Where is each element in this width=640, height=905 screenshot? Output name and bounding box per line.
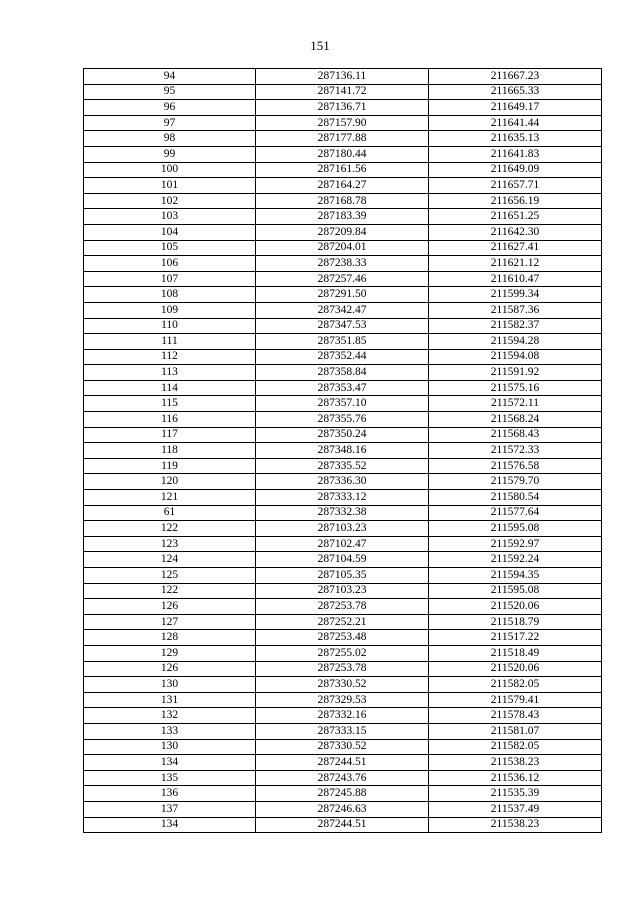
- table-row: [84, 801, 602, 817]
- point-number-cell: 102: [84, 193, 256, 209]
- coordinates-table-body: [84, 69, 602, 833]
- point-number-cell: 109: [84, 302, 256, 318]
- point-number-cell: 129: [84, 645, 256, 661]
- y-coordinate-cell: 211576.58: [429, 458, 602, 474]
- table-row: [84, 645, 602, 661]
- point-number-cell: 123: [84, 536, 256, 552]
- y-coordinate-cell: 211649.17: [429, 100, 602, 116]
- y-coordinate-cell: 211587.36: [429, 302, 602, 318]
- point-number-cell: 97: [84, 115, 256, 131]
- point-number-cell: 112: [84, 349, 256, 365]
- point-number-cell: 107: [84, 271, 256, 287]
- x-coordinate-cell: 287245.88: [256, 786, 429, 802]
- table-row: [84, 100, 602, 116]
- x-coordinate-cell: 287351.85: [256, 334, 429, 350]
- x-coordinate-cell: 287350.24: [256, 427, 429, 443]
- y-coordinate-cell: 211595.08: [429, 583, 602, 599]
- table-row: [84, 723, 602, 739]
- table-row: [84, 334, 602, 350]
- table-row: [84, 162, 602, 178]
- y-coordinate-cell: 211651.25: [429, 209, 602, 225]
- y-coordinate-cell: 211594.28: [429, 334, 602, 350]
- x-coordinate-cell: 287253.78: [256, 661, 429, 677]
- table-row: [84, 677, 602, 693]
- x-coordinate-cell: 287183.39: [256, 209, 429, 225]
- x-coordinate-cell: 287209.84: [256, 224, 429, 240]
- y-coordinate-cell: 211579.70: [429, 474, 602, 490]
- y-coordinate-cell: 211657.71: [429, 178, 602, 194]
- table-row: [84, 131, 602, 147]
- table-row: [84, 552, 602, 568]
- y-coordinate-cell: 211520.06: [429, 661, 602, 677]
- point-number-cell: 105: [84, 240, 256, 256]
- x-coordinate-cell: 287333.12: [256, 490, 429, 506]
- x-coordinate-cell: 287161.56: [256, 162, 429, 178]
- point-number-cell: 99: [84, 146, 256, 162]
- x-coordinate-cell: 287238.33: [256, 256, 429, 272]
- x-coordinate-cell: 287353.47: [256, 380, 429, 396]
- point-number-cell: 106: [84, 256, 256, 272]
- x-coordinate-cell: 287136.71: [256, 100, 429, 116]
- point-number-cell: 95: [84, 84, 256, 100]
- y-coordinate-cell: 211581.07: [429, 723, 602, 739]
- x-coordinate-cell: 287329.53: [256, 692, 429, 708]
- table-row: [84, 380, 602, 396]
- table-row: [84, 568, 602, 584]
- coordinates-table: [83, 68, 602, 833]
- x-coordinate-cell: 287330.52: [256, 677, 429, 693]
- page-number: 151: [310, 38, 330, 53]
- table-row: [84, 240, 602, 256]
- x-coordinate-cell: 287157.90: [256, 115, 429, 131]
- table-row: [84, 224, 602, 240]
- x-coordinate-cell: 287357.10: [256, 396, 429, 412]
- y-coordinate-cell: 211535.39: [429, 786, 602, 802]
- table-row: [84, 692, 602, 708]
- point-number-cell: 134: [84, 817, 256, 833]
- point-number-cell: 117: [84, 427, 256, 443]
- point-number-cell: 118: [84, 443, 256, 459]
- x-coordinate-cell: 287332.38: [256, 505, 429, 521]
- point-number-cell: 115: [84, 396, 256, 412]
- table-row: [84, 786, 602, 802]
- y-coordinate-cell: 211641.44: [429, 115, 602, 131]
- table-row: [84, 287, 602, 303]
- x-coordinate-cell: 287103.23: [256, 583, 429, 599]
- table-row: [84, 146, 602, 162]
- x-coordinate-cell: 287347.53: [256, 318, 429, 334]
- point-number-cell: 94: [84, 69, 256, 85]
- y-coordinate-cell: 211649.09: [429, 162, 602, 178]
- table-row: [84, 193, 602, 209]
- point-number-cell: 122: [84, 521, 256, 537]
- y-coordinate-cell: 211635.13: [429, 131, 602, 147]
- table-row: [84, 178, 602, 194]
- x-coordinate-cell: 287103.23: [256, 521, 429, 537]
- point-number-cell: 104: [84, 224, 256, 240]
- y-coordinate-cell: 211582.05: [429, 739, 602, 755]
- y-coordinate-cell: 211568.24: [429, 412, 602, 428]
- y-coordinate-cell: 211592.97: [429, 536, 602, 552]
- point-number-cell: 135: [84, 770, 256, 786]
- x-coordinate-cell: 287253.48: [256, 630, 429, 646]
- table-row: [84, 614, 602, 630]
- y-coordinate-cell: 211520.06: [429, 599, 602, 615]
- y-coordinate-cell: 211538.23: [429, 817, 602, 833]
- x-coordinate-cell: 287244.51: [256, 817, 429, 833]
- table-row: [84, 583, 602, 599]
- x-coordinate-cell: 287105.35: [256, 568, 429, 584]
- x-coordinate-cell: 287180.44: [256, 146, 429, 162]
- point-number-cell: 126: [84, 599, 256, 615]
- x-coordinate-cell: 287141.72: [256, 84, 429, 100]
- y-coordinate-cell: 211568.43: [429, 427, 602, 443]
- point-number-cell: 101: [84, 178, 256, 194]
- table-row: [84, 661, 602, 677]
- point-number-cell: 128: [84, 630, 256, 646]
- x-coordinate-cell: 287332.16: [256, 708, 429, 724]
- x-coordinate-cell: 287291.50: [256, 287, 429, 303]
- x-coordinate-cell: 287164.27: [256, 178, 429, 194]
- point-number-cell: 120: [84, 474, 256, 490]
- y-coordinate-cell: 211627.41: [429, 240, 602, 256]
- point-number-cell: 111: [84, 334, 256, 350]
- point-number-cell: 132: [84, 708, 256, 724]
- y-coordinate-cell: 211665.33: [429, 84, 602, 100]
- table-row: [84, 755, 602, 771]
- table-row: [84, 271, 602, 287]
- y-coordinate-cell: 211595.08: [429, 521, 602, 537]
- x-coordinate-cell: 287243.76: [256, 770, 429, 786]
- table-row: [84, 770, 602, 786]
- y-coordinate-cell: 211517.22: [429, 630, 602, 646]
- table-row: [84, 365, 602, 381]
- y-coordinate-cell: 211537.49: [429, 801, 602, 817]
- y-coordinate-cell: 211572.11: [429, 396, 602, 412]
- y-coordinate-cell: 211621.12: [429, 256, 602, 272]
- point-number-cell: 136: [84, 786, 256, 802]
- table-row: [84, 458, 602, 474]
- table-row: [84, 427, 602, 443]
- y-coordinate-cell: 211579.41: [429, 692, 602, 708]
- table-row: [84, 115, 602, 131]
- point-number-cell: 114: [84, 380, 256, 396]
- table-row: [84, 209, 602, 225]
- table-row: [84, 739, 602, 755]
- point-number-cell: 126: [84, 661, 256, 677]
- point-number-cell: 122: [84, 583, 256, 599]
- point-number-cell: 127: [84, 614, 256, 630]
- y-coordinate-cell: 211642.30: [429, 224, 602, 240]
- x-coordinate-cell: 287246.63: [256, 801, 429, 817]
- y-coordinate-cell: 211599.34: [429, 287, 602, 303]
- x-coordinate-cell: 287333.15: [256, 723, 429, 739]
- point-number-cell: 125: [84, 568, 256, 584]
- y-coordinate-cell: 211582.37: [429, 318, 602, 334]
- x-coordinate-cell: 287335.52: [256, 458, 429, 474]
- y-coordinate-cell: 211536.12: [429, 770, 602, 786]
- point-number-cell: 108: [84, 287, 256, 303]
- point-number-cell: 103: [84, 209, 256, 225]
- table-row: [84, 490, 602, 506]
- x-coordinate-cell: 287253.78: [256, 599, 429, 615]
- table-row: [84, 302, 602, 318]
- point-number-cell: 96: [84, 100, 256, 116]
- x-coordinate-cell: 287252.21: [256, 614, 429, 630]
- point-number-cell: 124: [84, 552, 256, 568]
- point-number-cell: 119: [84, 458, 256, 474]
- x-coordinate-cell: 287136.11: [256, 69, 429, 85]
- point-number-cell: 130: [84, 739, 256, 755]
- point-number-cell: 134: [84, 755, 256, 771]
- point-number-cell: 131: [84, 692, 256, 708]
- y-coordinate-cell: 211610.47: [429, 271, 602, 287]
- table-row: [84, 84, 602, 100]
- point-number-cell: 113: [84, 365, 256, 381]
- x-coordinate-cell: 287168.78: [256, 193, 429, 209]
- table-row: [84, 536, 602, 552]
- y-coordinate-cell: 211582.05: [429, 677, 602, 693]
- x-coordinate-cell: 287204.01: [256, 240, 429, 256]
- x-coordinate-cell: 287104.59: [256, 552, 429, 568]
- table-row: [84, 443, 602, 459]
- y-coordinate-cell: 211578.43: [429, 708, 602, 724]
- point-number-cell: 100: [84, 162, 256, 178]
- table-row: [84, 412, 602, 428]
- table-row: [84, 630, 602, 646]
- y-coordinate-cell: 211572.33: [429, 443, 602, 459]
- y-coordinate-cell: 211518.49: [429, 645, 602, 661]
- point-number-cell: 116: [84, 412, 256, 428]
- x-coordinate-cell: 287330.52: [256, 739, 429, 755]
- table-row: [84, 318, 602, 334]
- x-coordinate-cell: 287257.46: [256, 271, 429, 287]
- table-row: [84, 521, 602, 537]
- x-coordinate-cell: 287342.47: [256, 302, 429, 318]
- y-coordinate-cell: 211580.54: [429, 490, 602, 506]
- x-coordinate-cell: 287355.76: [256, 412, 429, 428]
- x-coordinate-cell: 287336.30: [256, 474, 429, 490]
- y-coordinate-cell: 211575.16: [429, 380, 602, 396]
- point-number-cell: 130: [84, 677, 256, 693]
- y-coordinate-cell: 211591.92: [429, 365, 602, 381]
- table-row: [84, 396, 602, 412]
- x-coordinate-cell: 287358.84: [256, 365, 429, 381]
- y-coordinate-cell: 211594.35: [429, 568, 602, 584]
- table-row: [84, 599, 602, 615]
- table-row: [84, 708, 602, 724]
- table-row: [84, 505, 602, 521]
- y-coordinate-cell: 211577.64: [429, 505, 602, 521]
- table-row: [84, 69, 602, 85]
- point-number-cell: 137: [84, 801, 256, 817]
- point-number-cell: 133: [84, 723, 256, 739]
- table-row: [84, 474, 602, 490]
- y-coordinate-cell: 211641.83: [429, 146, 602, 162]
- point-number-cell: 121: [84, 490, 256, 506]
- y-coordinate-cell: 211538.23: [429, 755, 602, 771]
- y-coordinate-cell: 211518.79: [429, 614, 602, 630]
- table-row: [84, 349, 602, 365]
- point-number-cell: 110: [84, 318, 256, 334]
- x-coordinate-cell: 287352.44: [256, 349, 429, 365]
- table-row: [84, 817, 602, 833]
- y-coordinate-cell: 211594.08: [429, 349, 602, 365]
- x-coordinate-cell: 287244.51: [256, 755, 429, 771]
- point-number-cell: 61: [84, 505, 256, 521]
- y-coordinate-cell: 211667.23: [429, 69, 602, 85]
- table-row: [84, 256, 602, 272]
- x-coordinate-cell: 287348.16: [256, 443, 429, 459]
- x-coordinate-cell: 287255.02: [256, 645, 429, 661]
- y-coordinate-cell: 211592.24: [429, 552, 602, 568]
- x-coordinate-cell: 287177.88: [256, 131, 429, 147]
- y-coordinate-cell: 211656.19: [429, 193, 602, 209]
- x-coordinate-cell: 287102.47: [256, 536, 429, 552]
- point-number-cell: 98: [84, 131, 256, 147]
